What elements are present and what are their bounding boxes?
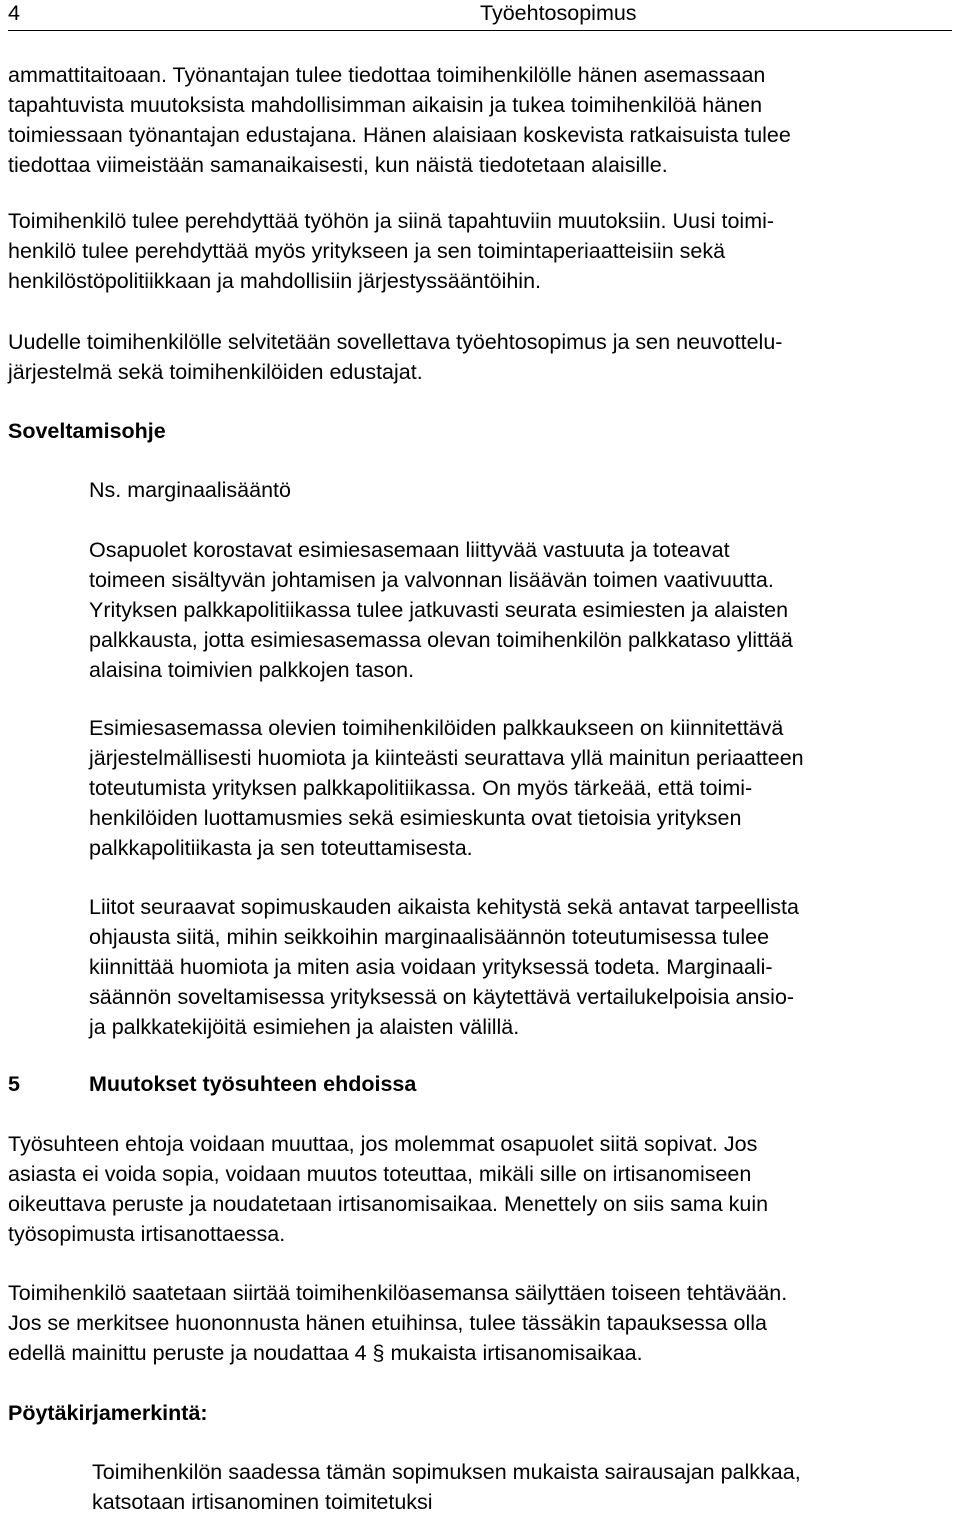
text-line: Liitot seuraavat sopimuskauden aikaista kehitystä sekä antavat tarpeellista	[89, 895, 799, 919]
intro-paragraph-1	[8, 60, 953, 180]
guidance-heading: Soveltamisohje	[8, 419, 166, 443]
text-line: katsotaan irtisanominen toimitetuksi	[92, 1490, 433, 1514]
text-line: tiedottaa viimeistään samanaikaisesti, kun näistä tiedotetaan alaisille.	[8, 153, 668, 177]
intro-paragraph-2	[8, 206, 953, 296]
text-line: henkilö tulee perehdyttää myös yritykseen ja sen toimintaperiaatteisiin sekä	[8, 239, 726, 263]
text-line: Uudelle toimihenkilölle selvitetään sovellettava työehtosopimus ja sen neuvottelu-	[8, 330, 783, 354]
guidance-paragraph-3	[89, 892, 954, 1042]
section-number: 5	[8, 1072, 20, 1096]
protocol-heading: Pöytäkirjamerkintä:	[8, 1401, 208, 1425]
text-line: työsopimusta irtisanottaessa.	[8, 1222, 286, 1246]
text-line: Jos se merkitsee huononnusta hänen etuihinsa, tulee tässäkin tapauksessa olla	[8, 1311, 767, 1335]
text-line: Työsuhteen ehtoja voidaan muuttaa, jos molemmat osapuolet siitä sopivat. Jos	[8, 1132, 758, 1156]
text-line: Esimiesasemassa olevien toimihenkilöiden palkkaukseen on kiinnitettävä	[89, 716, 784, 740]
text-line: ohjausta siitä, mihin seikkoihin marginaalisäännön toteutumisessa tulee	[89, 925, 770, 949]
text-line: ja palkkatekijöitä esimiehen ja alaisten välillä.	[89, 1015, 520, 1039]
text-line: Toimihenkilö saatetaan siirtää toimihenkilöasemansa säilyttäen toiseen tehtävään.	[8, 1281, 788, 1305]
text-line: edellä mainittu peruste ja noudattaa 4 § mukaista irtisanomisaikaa.	[8, 1341, 643, 1365]
text-line: palkkausta, jotta esimiesasemassa olevan toimihenkilön palkkataso ylittää	[89, 628, 793, 652]
page-number: 4	[8, 1, 20, 25]
text-line: palkkapolitiikasta ja sen toteuttamisesta.	[89, 836, 473, 860]
text-line: henkilöiden luottamusmies sekä esimieskunta ovat tietoisia yrityksen	[89, 806, 742, 830]
text-line: tapahtuvista muutoksista mahdollisimman aikaisin ja tukea toimihenkilöä hänen	[8, 93, 763, 117]
section-title: Muutokset työsuhteen ehdoissa	[89, 1072, 417, 1096]
guidance-paragraph-2	[89, 713, 954, 863]
text-line: Yrityksen palkkapolitiikassa tulee jatkuvasti seurata esimiesten ja alaisten	[89, 598, 789, 622]
document-title: Työehtosopimus	[480, 1, 637, 25]
protocol-text	[92, 1457, 957, 1517]
text-line: toteutumista yrityksen palkkapolitiikassa. On myös tärkeää, että toimi-	[89, 776, 753, 800]
text-line: kiinnittää huomiota ja miten asia voidaan yrityksessä todeta. Marginaali-	[89, 955, 773, 979]
text-line: toimeen sisältyvän johtamisen ja valvonnan lisäävän toimen vaativuutta.	[89, 568, 774, 592]
text-line: Toimihenkilö tulee perehdyttää työhön ja siinä tapahtuviin muutoksiin. Uusi toimi-	[8, 209, 775, 233]
text-line: henkilöstöpolitiikkaan ja mahdollisiin järjestyssääntöihin.	[8, 269, 542, 293]
section-paragraph-2	[8, 1278, 953, 1368]
guidance-paragraph-1	[89, 535, 954, 685]
text-line: ammattitaitoaan. Työnantajan tulee tiedottaa toimihenkilölle hänen asemassaan	[8, 63, 766, 87]
text-line: asiasta ei voida sopia, voidaan muutos toteuttaa, mikäli sille on irtisanomiseen	[8, 1162, 752, 1186]
text-line: alaisina toimivien palkkojen tason.	[89, 658, 415, 682]
text-line: järjestelmällisesti huomiota ja kiinteästi seurattava yllä mainitun periaatteen	[89, 746, 804, 770]
text-line: säännön soveltamisessa yrityksessä on käytettävä vertailukelpoisia ansio-	[89, 985, 795, 1009]
section-paragraph-1	[8, 1129, 953, 1249]
text-line: järjestelmä sekä toimihenkilöiden edustajat.	[8, 360, 423, 384]
intro-paragraph-3	[8, 327, 953, 387]
guidance-subheading: Ns. marginaalisääntö	[89, 478, 291, 502]
text-line: Toimihenkilön saadessa tämän sopimuksen mukaista sairausajan palkkaa,	[92, 1460, 801, 1484]
text-line: Osapuolet korostavat esimiesasemaan liittyvää vastuuta ja toteavat	[89, 538, 730, 562]
text-line: toimiessaan työnantajan edustajana. Hänen alaisiaan koskevista ratkaisuista tulee	[8, 123, 791, 147]
text-line: oikeuttava peruste ja noudatetaan irtisanomisaikaa. Menettely on siis sama kuin	[8, 1192, 769, 1216]
page-header	[8, 0, 952, 31]
